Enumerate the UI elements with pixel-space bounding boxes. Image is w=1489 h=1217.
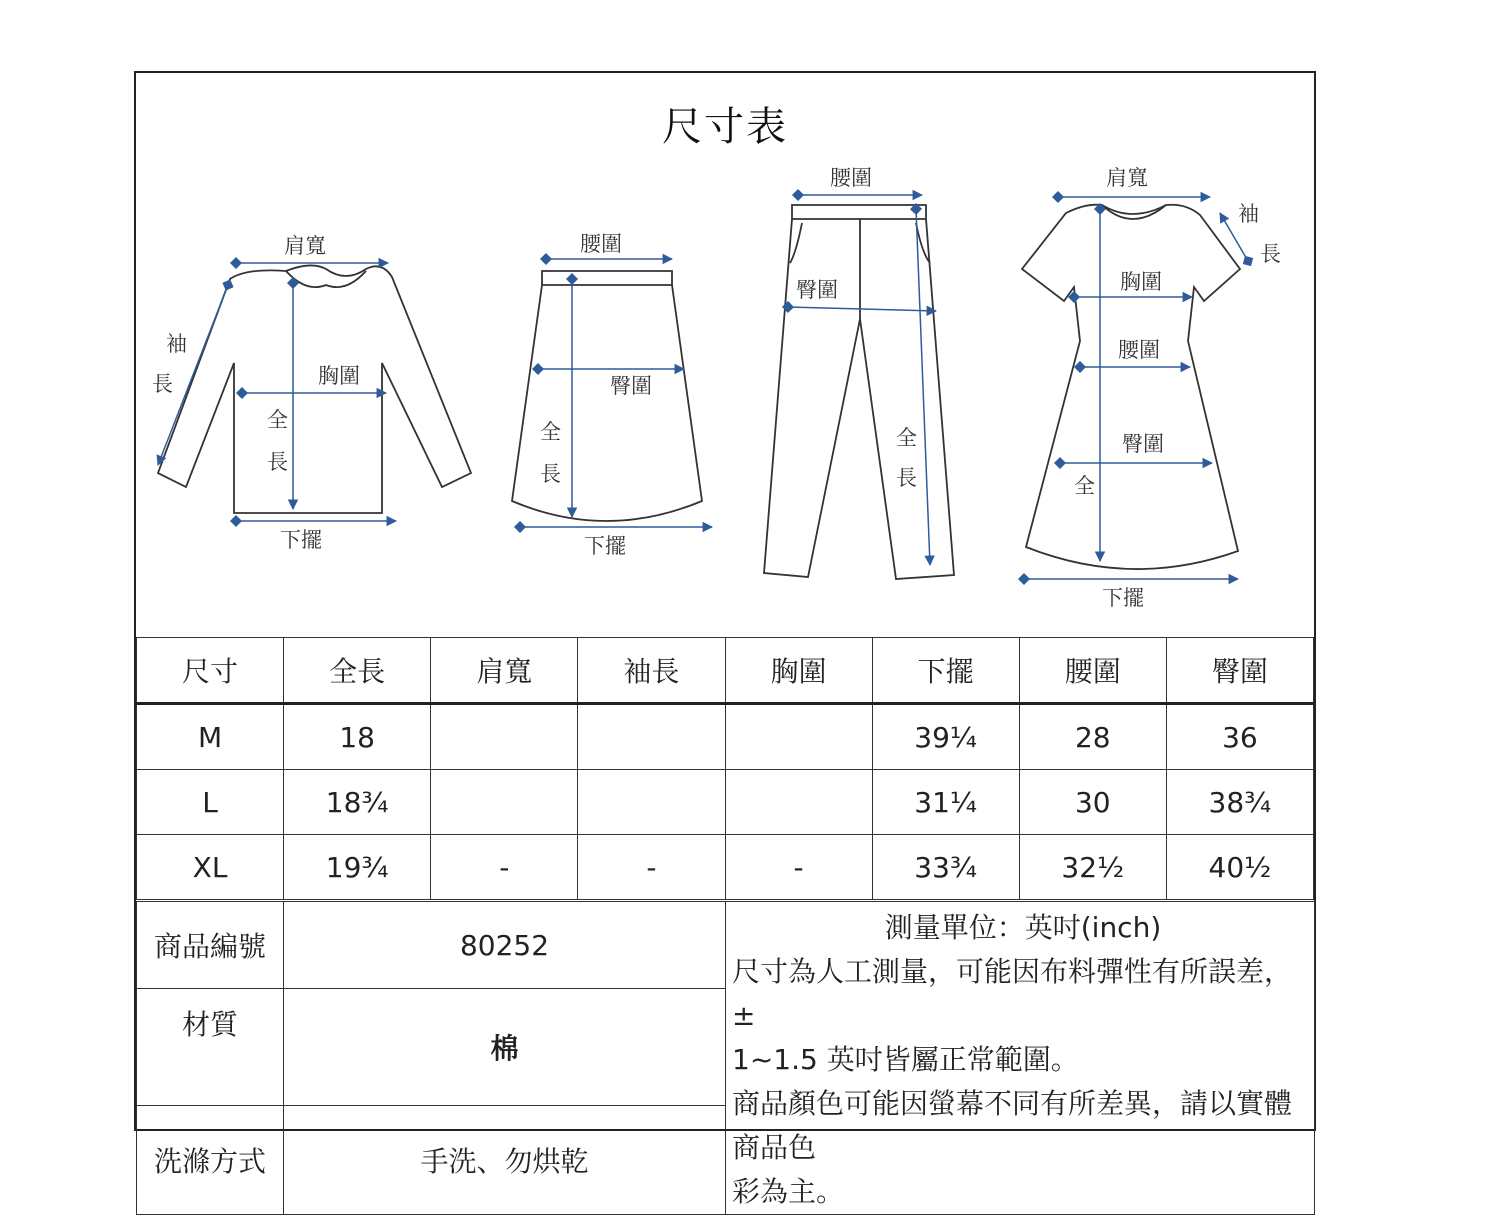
table-cell bbox=[578, 770, 725, 835]
dress-garment bbox=[1022, 205, 1240, 569]
table-cell: 19¾ bbox=[284, 835, 431, 900]
note-line: 商品顏色可能因螢幕不同有所差異，請以實體商品色 bbox=[732, 1087, 1293, 1164]
top-length-label-1: 全 bbox=[267, 408, 288, 432]
top-garment bbox=[158, 265, 471, 513]
table-cell bbox=[431, 704, 578, 770]
header-chest: 胸圍 bbox=[725, 638, 872, 704]
page-title: 尺寸表 bbox=[662, 104, 788, 150]
top-sleeve-label-1: 袖 bbox=[166, 332, 187, 356]
measurement-notes bbox=[726, 902, 1315, 1215]
pants-hip-label: 臀圍 bbox=[796, 278, 838, 302]
material-value: 棉 bbox=[284, 989, 726, 1106]
table-cell: 39¼ bbox=[872, 704, 1019, 770]
header-hip: 臀圍 bbox=[1166, 638, 1313, 704]
table-row bbox=[137, 704, 1314, 770]
skirt-hem-label: 下擺 bbox=[584, 534, 626, 558]
size-table-header bbox=[137, 638, 1314, 704]
top-length-label-2: 長 bbox=[267, 450, 288, 474]
table-cell bbox=[431, 770, 578, 835]
product-no-label: 商品編號 bbox=[137, 902, 284, 989]
table-cell: 40½ bbox=[1166, 835, 1313, 900]
header-hem: 下擺 bbox=[872, 638, 1019, 704]
pants-length-label-2: 長 bbox=[896, 466, 917, 490]
skirt-waist-label: 腰圍 bbox=[580, 232, 622, 256]
size-table bbox=[136, 637, 1314, 900]
wash-label: 洗滌方式 bbox=[137, 1106, 284, 1215]
table-row bbox=[137, 770, 1314, 835]
material-label: 材質 bbox=[137, 989, 284, 1106]
pants-garment bbox=[764, 205, 954, 579]
dress-hip-label: 臀圍 bbox=[1122, 432, 1164, 456]
product-no-row bbox=[137, 902, 1315, 989]
table-cell: 30 bbox=[1019, 770, 1166, 835]
table-cell: - bbox=[725, 835, 872, 900]
unit-note: 測量單位：英吋(inch) bbox=[884, 911, 1162, 944]
table-cell: 36 bbox=[1166, 704, 1313, 770]
table-cell: - bbox=[431, 835, 578, 900]
table-cell: - bbox=[578, 835, 725, 900]
table-cell: 31¼ bbox=[872, 770, 1019, 835]
top-measure-lines bbox=[158, 263, 396, 521]
product-no-value: 80252 bbox=[284, 902, 726, 989]
dress-chest-label: 胸圍 bbox=[1120, 270, 1162, 294]
dress-measure-lines bbox=[1024, 197, 1248, 579]
top-hem-label: 下擺 bbox=[280, 528, 322, 552]
top-shoulder-label: 肩寬 bbox=[284, 234, 326, 258]
table-cell: L bbox=[137, 770, 284, 835]
table-cell: 33¾ bbox=[872, 835, 1019, 900]
dress-sleeve-label-1: 袖 bbox=[1238, 202, 1259, 226]
table-row bbox=[137, 835, 1314, 900]
table-cell bbox=[725, 704, 872, 770]
header-size: 尺寸 bbox=[137, 638, 284, 704]
note-line: 尺寸為人工測量，可能因布料彈性有所誤差，± bbox=[732, 955, 1293, 1032]
table-cell: 28 bbox=[1019, 704, 1166, 770]
size-chart-frame bbox=[134, 71, 1316, 1208]
table-cell: 18 bbox=[284, 704, 431, 770]
product-info-table bbox=[136, 901, 1315, 1215]
dress-hem-label: 下擺 bbox=[1102, 586, 1144, 610]
table-cell bbox=[578, 704, 725, 770]
pants-length-label-1: 全 bbox=[896, 426, 917, 450]
header-shoulder: 肩寬 bbox=[431, 638, 578, 704]
header-length: 全長 bbox=[284, 638, 431, 704]
table-cell: XL bbox=[137, 835, 284, 900]
skirt-length-label-2: 長 bbox=[540, 462, 561, 486]
table-cell: M bbox=[137, 704, 284, 770]
header-waist: 腰圍 bbox=[1019, 638, 1166, 704]
pants-waist-label: 腰圍 bbox=[830, 166, 872, 190]
top-sleeve-label-2: 長 bbox=[152, 372, 173, 396]
skirt-hip-label: 臀圍 bbox=[610, 374, 652, 398]
table-cell: 18¾ bbox=[284, 770, 431, 835]
garment-diagrams bbox=[136, 73, 1314, 637]
top-chest-label: 胸圍 bbox=[318, 364, 360, 388]
wash-value: 手洗、勿烘乾 bbox=[284, 1106, 726, 1215]
skirt-length-label-1: 全 bbox=[540, 420, 561, 444]
dress-waist-label: 腰圍 bbox=[1118, 338, 1160, 362]
note-line: 彩為主。 bbox=[732, 1175, 845, 1208]
header-sleeve: 袖長 bbox=[578, 638, 725, 704]
table-cell: 38¾ bbox=[1166, 770, 1313, 835]
dress-length-label: 全 bbox=[1074, 474, 1095, 498]
table-cell bbox=[725, 770, 872, 835]
dress-shoulder-label: 肩寬 bbox=[1106, 166, 1148, 190]
dress-sleeve-label-2: 長 bbox=[1260, 242, 1281, 266]
pants-measure-lines bbox=[788, 195, 936, 565]
table-cell: 32½ bbox=[1019, 835, 1166, 900]
note-line: 1~1.5 英吋皆屬正常範圍。 bbox=[732, 1043, 1079, 1076]
